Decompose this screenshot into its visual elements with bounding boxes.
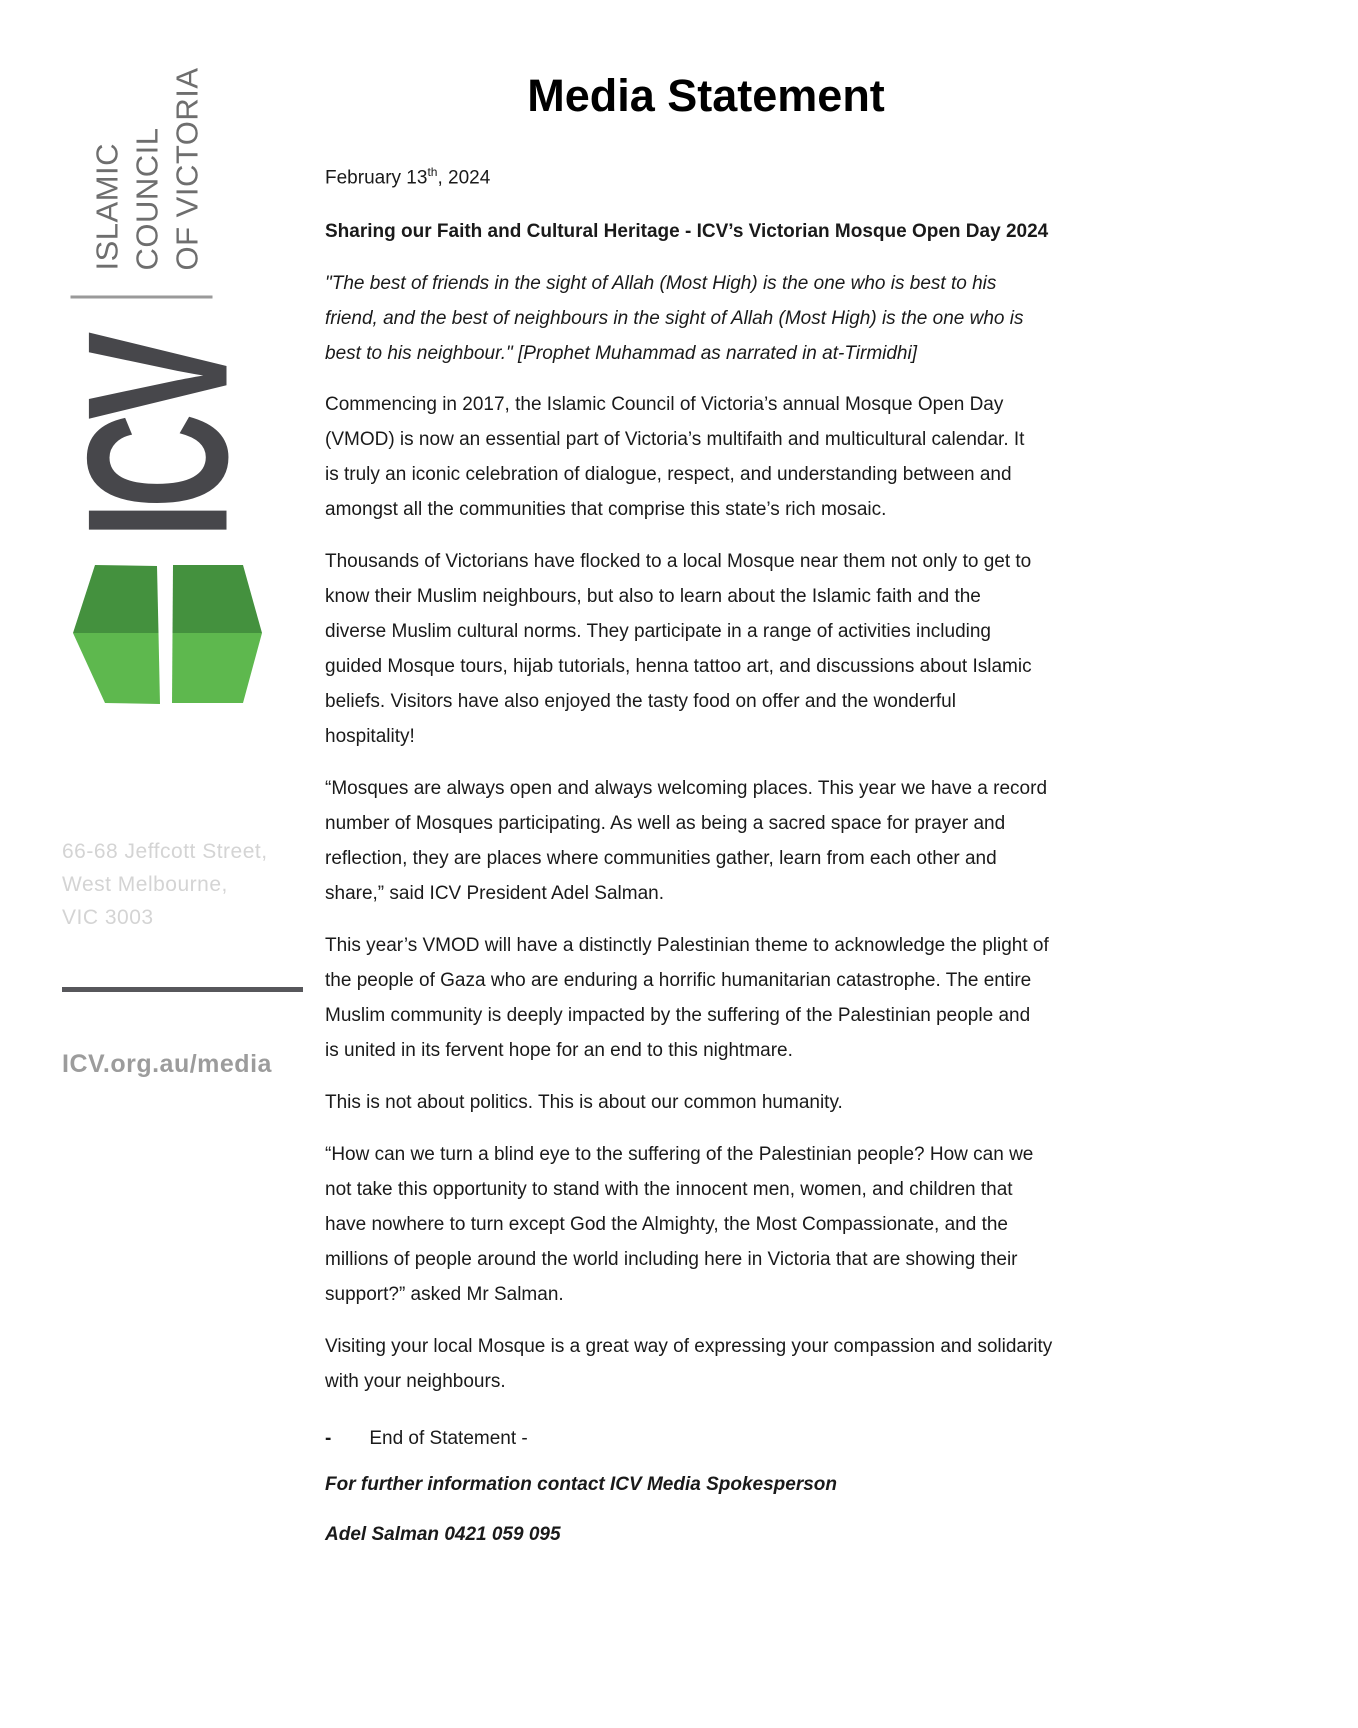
address-line: VIC 3003 — [62, 906, 154, 929]
date-superscript: th — [427, 165, 438, 179]
paragraph-line: reflection, they are places where communities gather, learn from each other and — [325, 848, 997, 870]
date-suffix: , 2024 — [437, 167, 491, 189]
end-of-statement — [325, 1425, 1087, 1453]
paragraph-line: Visiting your local Mosque is a great way of expressing your compassion and solidarity — [325, 1336, 1053, 1358]
logo-org-line: COUNCIL — [129, 127, 165, 271]
contact-info-line: For further information contact ICV Media Spokesperson — [325, 1474, 838, 1496]
paragraph — [325, 1329, 1087, 1399]
statement-heading: Sharing our Faith and Cultural Heritage - ICV’s Victorian Mosque Open Day 2024 — [325, 221, 1049, 243]
logo-acronym-text: ICV — [46, 338, 270, 539]
logo-org-line: ISLAMIC — [89, 142, 125, 271]
paragraph — [325, 771, 1087, 911]
website-text: ICV.org.au/media — [62, 1050, 272, 1078]
paragraph-line: diverse Muslim cultural norms. They participate in a range of activities including — [325, 621, 992, 643]
paragraph-line: amongst all the communities that comprise this state’s rich mosaic. — [325, 499, 887, 521]
paragraph-line: with your neighbours. — [325, 1371, 506, 1393]
paragraph — [325, 928, 1087, 1068]
paragraph-line: “Mosques are always open and always welcoming places. This year we have a record — [325, 778, 1048, 800]
paragraph-line: This is not about politics. This is about our common humanity. — [325, 1092, 843, 1114]
end-text: End of Statement - — [369, 1428, 528, 1450]
logo-org-name — [88, 67, 208, 270]
paragraph-line: share,” said ICV President Adel Salman. — [325, 883, 665, 905]
paragraph-line: Thousands of Victorians have flocked to a local Mosque near them not only to get to — [325, 551, 1032, 573]
paragraph-line: beliefs. Visitors have also enjoyed the tasty food on offer and the wonderful — [325, 691, 956, 713]
sidebar-divider-line — [62, 987, 303, 992]
paragraph-line: Muslim community is deeply impacted by the suffering of the Palestinian people and — [325, 1005, 1031, 1027]
paragraph-line: This year’s VMOD will have a distinctly Palestinian theme to acknowledge the plight of — [325, 935, 1049, 957]
address-line: 66-68 Jeffcott Street, — [62, 840, 268, 863]
date-main: February 13 — [325, 167, 428, 189]
paragraph-line: support?” asked Mr Salman. — [325, 1284, 564, 1306]
address-line: West Melbourne, — [62, 873, 228, 896]
paragraph — [325, 1085, 1087, 1120]
paragraph — [325, 1137, 1087, 1312]
paragraph-line: (VMOD) is now an essential part of Victoria’s multifaith and multicultural calendar. It — [325, 429, 1025, 451]
logo-org-line: OF VICTORIA — [169, 67, 205, 271]
contact-phone-line: Adel Salman 0421 059 095 — [325, 1524, 561, 1546]
paragraph-line: the people of Gaza who are enduring a horrific humanitarian catastrophe. The entire — [325, 970, 1032, 992]
paragraph-line: not take this opportunity to stand with the innocent men, women, and children that — [325, 1179, 1013, 1201]
paragraph-line: have nowhere to turn except God the Almighty, the Most Compassionate, and the — [325, 1214, 1008, 1236]
logo-divider-line — [71, 296, 213, 299]
quote-line: "The best of friends in the sight of Allah (Most High) is the one who is best to his — [325, 273, 997, 295]
logo-green-chevrons-icon — [70, 563, 265, 705]
paragraph — [325, 544, 1087, 754]
paragraph-line: hospitality! — [325, 726, 415, 748]
address-block — [62, 835, 268, 934]
paragraph-line: “How can we turn a blind eye to the suffering of the Palestinian people? How can we — [325, 1144, 1034, 1166]
paragraph-line: is truly an iconic celebration of dialogue, respect, and understanding between and — [325, 464, 1012, 486]
statement-date — [325, 158, 1087, 192]
statement-content — [325, 70, 1087, 1549]
quote-line: friend, and the best of neighbours in the sight of Allah (Most High) is the one who is — [325, 308, 1024, 330]
paragraph-line: number of Mosques participating. As well as being a sacred space for prayer and — [325, 813, 1006, 835]
paragraph — [325, 387, 1087, 527]
paragraph-line: millions of people around the world including here in Victoria that are showing their — [325, 1249, 1018, 1271]
paragraphs — [325, 387, 1087, 1399]
paragraph-line: guided Mosque tours, hijab tutorials, henna tattoo art, and discussions about Islamic — [325, 656, 1032, 678]
icv-logo — [46, 67, 270, 539]
paragraph-line: is united in its fervent hope for an end to this nightmare. — [325, 1040, 793, 1062]
paragraph-line: Commencing in 2017, the Islamic Council of Victoria’s annual Mosque Open Day — [325, 394, 1004, 416]
page-title: Media Statement — [527, 70, 885, 121]
paragraph-line: know their Muslim neighbours, but also to learn about the Islamic faith and the — [325, 586, 981, 608]
quote-paragraph — [325, 266, 1087, 371]
end-dash: - — [325, 1428, 332, 1450]
quote-line: best to his neighbour." [Prophet Muhammad as narrated in at-Tirmidhi] — [325, 343, 917, 365]
